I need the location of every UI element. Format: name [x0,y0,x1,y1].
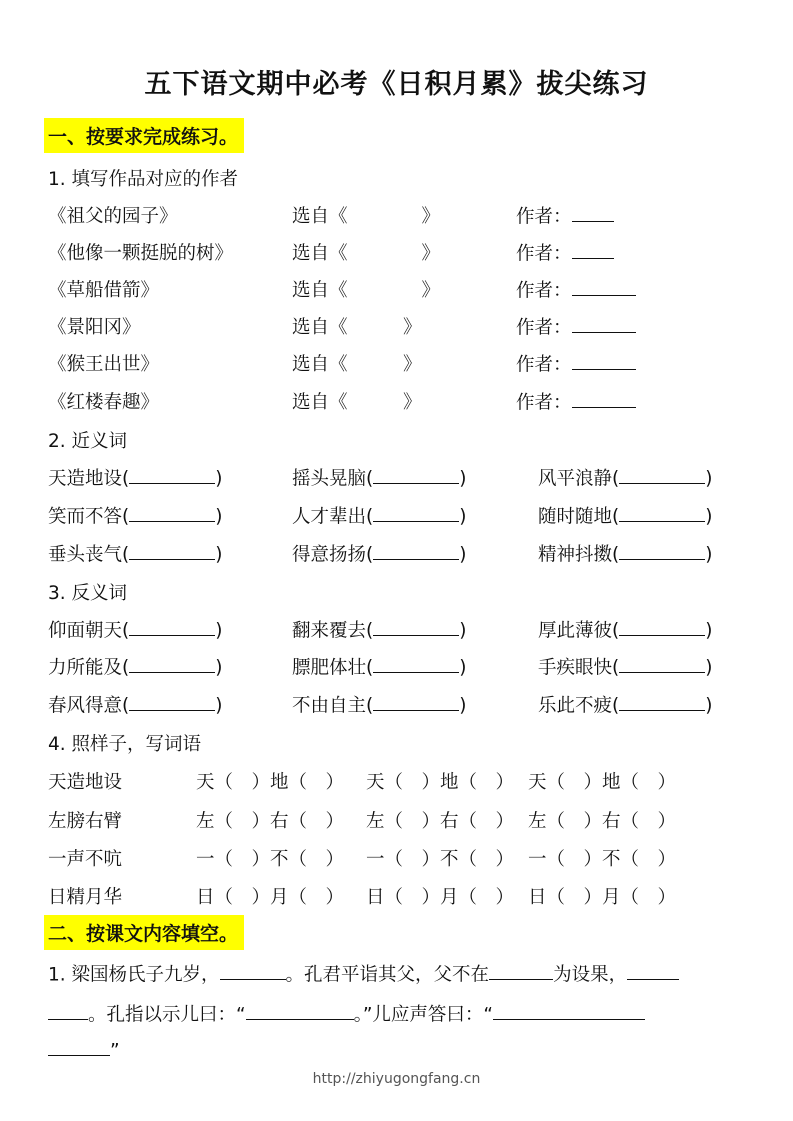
answer-blank[interactable] [572,239,614,259]
q1-work: 《祖父的园子》 [48,206,178,227]
answer-blank[interactable] [489,960,553,980]
q1-author: 作者： [516,313,636,339]
word-item: 翻来覆去( ) [292,616,466,642]
word-item: 摇头晃脑( ) [292,464,466,490]
answer-blank[interactable] [572,202,614,222]
q1-from: 选自《 》 [292,206,441,227]
word-item: 手疾眼快( ) [538,653,712,679]
answer-blank[interactable] [129,502,215,522]
answer-blank[interactable] [129,464,215,484]
pattern-blank[interactable]: 一（ ）不（ ） [366,849,515,870]
q1-from: 选自《 》 [292,280,441,301]
word-item: 人才辈出( ) [292,502,466,528]
answer-blank[interactable] [129,691,215,711]
word-item: 精神抖擞( ) [538,540,712,566]
pattern-blank[interactable]: 左（ ）右（ ） [366,811,515,832]
word-item: 笑而不答( ) [48,502,222,528]
q1-from: 选自《 》 [292,317,422,338]
q1-from: 选自《 》 [292,243,441,264]
word-item: 厚此薄彼( ) [538,616,712,642]
answer-blank[interactable] [373,540,459,560]
answer-blank[interactable] [373,616,459,636]
answer-blank[interactable] [619,653,705,673]
q1-author: 作者： [516,239,614,265]
answer-blank[interactable] [572,313,636,333]
answer-blank[interactable] [373,502,459,522]
answer-blank[interactable] [48,1036,110,1056]
section2-heading: 二、按课文内容填空。 [44,915,244,950]
q1-from: 选自《 》 [292,392,422,413]
pattern-blank[interactable]: 日（ ）月（ ） [366,887,515,908]
fill-text-line: 1. 梁国杨氏子九岁， 。孔君平诣其父，父不在 为设果， [48,960,679,986]
answer-blank[interactable] [572,350,636,370]
pattern-blank[interactable]: 天（ ）地（ ） [366,772,515,793]
answer-blank[interactable] [619,616,705,636]
word-item: 随时随地( ) [538,502,712,528]
word-item: 仰面朝天( ) [48,616,222,642]
answer-blank[interactable] [48,1000,88,1020]
q1-author: 作者： [516,350,636,376]
answer-blank[interactable] [129,653,215,673]
answer-blank[interactable] [627,960,679,980]
answer-blank[interactable] [572,388,636,408]
word-item: 得意扬扬( ) [292,540,466,566]
q1-author: 作者： [516,202,614,228]
q4-title: 4. 照样子，写词语 [48,734,202,755]
word-item: 垂头丧气( ) [48,540,222,566]
q2-title: 2. 近义词 [48,431,128,452]
fill-text-line: ” [48,1036,120,1061]
pattern-blank[interactable]: 日（ ）月（ ） [196,887,345,908]
answer-blank[interactable] [220,960,286,980]
answer-blank[interactable] [373,653,459,673]
answer-blank[interactable] [619,502,705,522]
page-title: 五下语文期中必考《日积月累》拔尖练习 [144,69,649,100]
answer-blank[interactable] [619,464,705,484]
answer-blank[interactable] [129,616,215,636]
q1-title: 1. 填写作品对应的作者 [48,169,239,190]
pattern-blank[interactable]: 左（ ）右（ ） [196,811,345,832]
q3-title: 3. 反义词 [48,583,128,604]
answer-blank[interactable] [129,540,215,560]
example-word: 左膀右臂 [48,811,123,832]
pattern-blank[interactable]: 天（ ）地（ ） [196,772,345,793]
q1-from: 选自《 》 [292,354,422,375]
q1-author: 作者： [516,388,636,414]
pattern-blank[interactable]: 一（ ）不（ ） [196,849,345,870]
q1-work: 《他像一颗挺脱的树》 [48,243,234,264]
q1-work: 《景阳冈》 [48,317,141,338]
pattern-blank[interactable]: 日（ ）月（ ） [528,887,677,908]
word-item: 春风得意( ) [48,691,222,717]
q1-work: 《草船借箭》 [48,280,160,301]
answer-blank[interactable] [572,276,636,296]
fill-text-line: 。孔指以示儿曰：“ 。”儿应声答曰：“ [48,1000,645,1026]
answer-blank[interactable] [373,691,459,711]
section1-heading: 一、按要求完成练习。 [44,118,244,153]
example-word: 一声不吭 [48,849,123,870]
word-item: 乐此不疲( ) [538,691,712,717]
answer-blank[interactable] [493,1000,645,1020]
word-item: 风平浪静( ) [538,464,712,490]
example-word: 日精月华 [48,887,123,908]
word-item: 力所能及( ) [48,653,222,679]
pattern-blank[interactable]: 一（ ）不（ ） [528,849,677,870]
answer-blank[interactable] [246,1000,354,1020]
pattern-blank[interactable]: 天（ ）地（ ） [528,772,677,793]
word-item: 天造地设( ) [48,464,222,490]
word-item: 不由自主( ) [292,691,466,717]
example-word: 天造地设 [48,772,123,793]
q1-work: 《猴王出世》 [48,354,160,375]
answer-blank[interactable] [619,540,705,560]
footer-url: http://zhiyugongfang.cn [312,1071,481,1087]
pattern-blank[interactable]: 左（ ）右（ ） [528,811,677,832]
word-item: 膘肥体壮( ) [292,653,466,679]
answer-blank[interactable] [373,464,459,484]
q1-work: 《红楼春趣》 [48,392,160,413]
answer-blank[interactable] [619,691,705,711]
q1-author: 作者： [516,276,636,302]
